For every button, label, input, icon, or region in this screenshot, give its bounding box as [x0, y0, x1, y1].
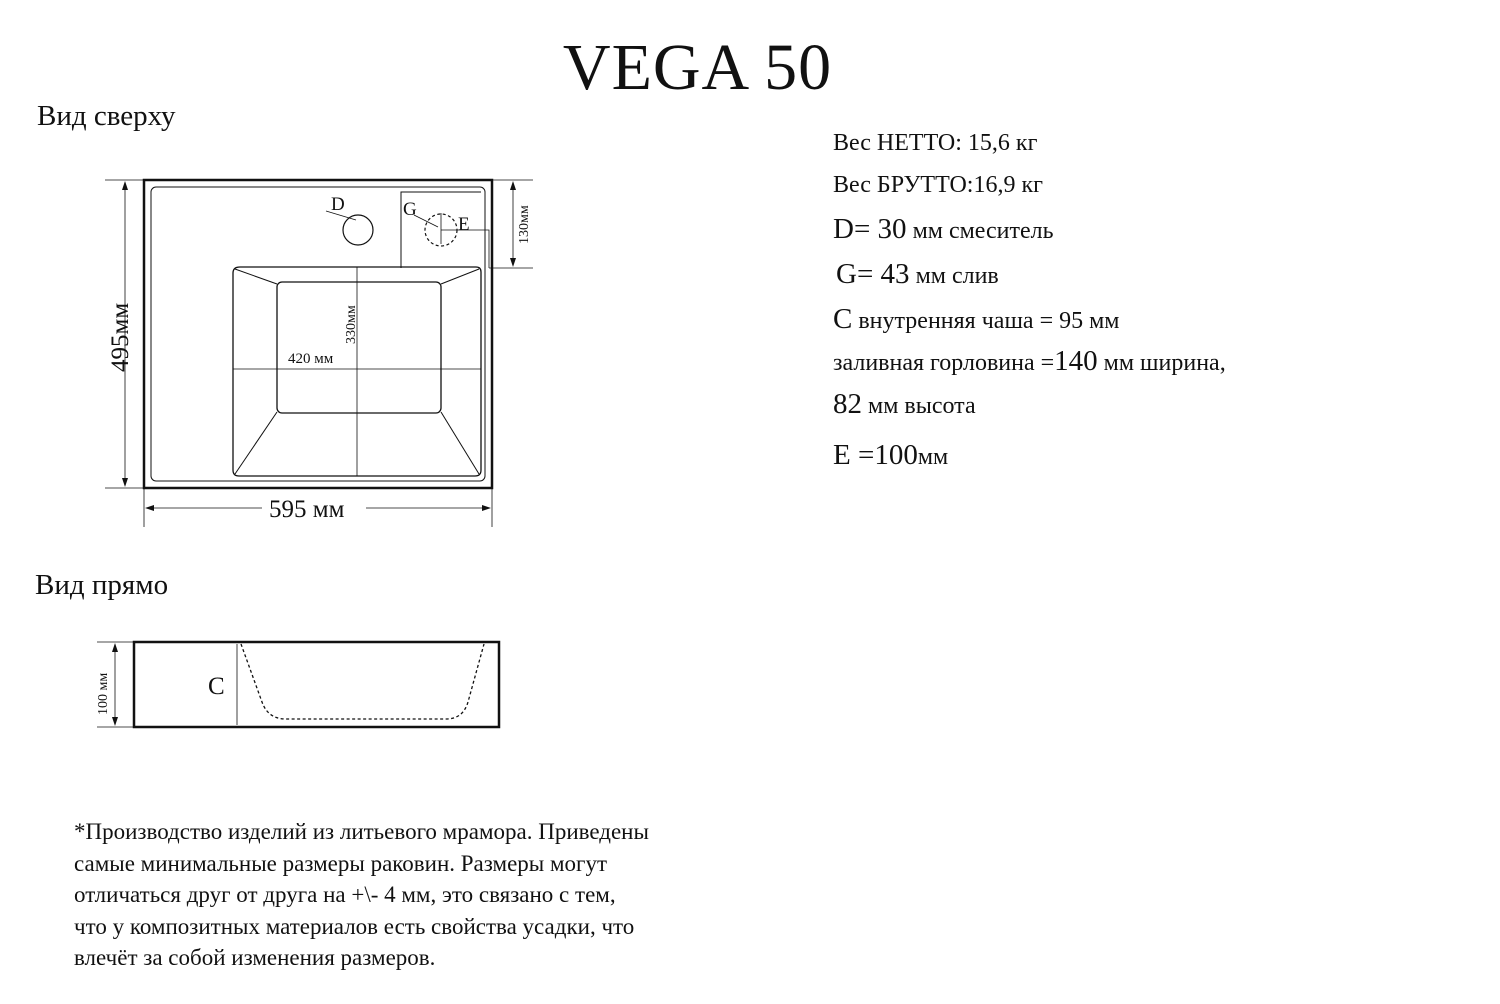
spec-value: D= 30 — [833, 213, 907, 245]
spec-drain — [836, 258, 999, 291]
spec-text: Вес БРУТТО:16,9 кг — [833, 172, 1043, 198]
dim-arrow — [510, 258, 516, 267]
marker-e: E — [458, 214, 470, 235]
footnote-line: самые минимальные размеры раковин. Размеры могут — [74, 850, 608, 876]
width-label: 595 мм — [269, 496, 345, 523]
drain-e-dimension — [441, 230, 489, 268]
spec-value: E =100 — [833, 439, 918, 471]
spec-e — [833, 439, 948, 472]
side-label: 130мм — [517, 205, 532, 244]
front-view-label: Вид прямо — [35, 569, 169, 601]
spec-faucet — [833, 213, 1054, 246]
product-title: VEGA 50 — [562, 31, 833, 104]
bowl-corner-line — [441, 269, 479, 284]
footnote-line: отличаться друг от друга на +\- 4 мм, это связано с тем, — [74, 882, 616, 907]
bowl-corner-line — [441, 412, 479, 474]
spec-text: Вес НЕТТО: 15,6 кг — [833, 130, 1038, 156]
bowl-width-label: 420 мм — [288, 351, 334, 367]
spec-text: заливная горловина = — [833, 350, 1055, 376]
marker-g: G — [403, 199, 417, 220]
top-view-label: Вид сверху — [37, 100, 176, 132]
spec-value: C — [833, 303, 853, 335]
bowl-corner-line — [235, 269, 277, 284]
spec-value: 82 — [833, 388, 862, 420]
marker-c: C — [208, 673, 225, 700]
spec-text: внутренняя чаша = 95 мм — [852, 308, 1120, 334]
dim-arrow — [112, 643, 118, 652]
spec-text: мм смеситель — [906, 218, 1054, 244]
footnote-line: влечёт за собой изменения размеров. — [74, 945, 436, 970]
dim-arrow — [112, 717, 118, 726]
dim-arrow — [145, 505, 154, 511]
spec-value: G= 43 — [836, 258, 910, 290]
front-outline — [134, 642, 499, 727]
spec-text: мм высота — [862, 393, 976, 419]
bowl-depth-label: 330мм — [344, 305, 359, 344]
faucet-hole — [343, 215, 373, 245]
front-bowl-profile — [241, 644, 484, 719]
height-label: 100 мм — [96, 672, 111, 715]
dim-arrow — [122, 181, 128, 190]
footnote-line: что у композитных материалов есть свойства усадки, что — [74, 913, 635, 939]
dim-arrow — [510, 181, 516, 190]
sink-inner-edge — [151, 187, 485, 481]
drain-leader — [414, 215, 438, 227]
depth-label: 495мм — [107, 302, 134, 372]
dim-arrow — [482, 505, 491, 511]
spec-net-weight — [833, 130, 1037, 157]
bowl-bottom — [277, 282, 441, 413]
sink-outline — [144, 180, 492, 488]
spec-text: мм ширина, — [1097, 350, 1226, 376]
dim-arrow — [122, 478, 128, 487]
spec-gross-weight — [833, 172, 1043, 199]
footnote — [74, 816, 774, 974]
spec-bowl — [833, 303, 1119, 336]
bowl-corner-line — [235, 412, 277, 474]
spec-text: мм — [917, 444, 949, 470]
spec-value: 140 — [1054, 345, 1098, 377]
spec-filler-height — [833, 388, 976, 421]
footnote-line: *Производство изделий из литьевого мрамора. Приведены — [74, 819, 649, 844]
spec-filler-width — [833, 345, 1226, 378]
spec-text: мм слив — [909, 263, 999, 289]
marker-d: D — [331, 194, 345, 215]
